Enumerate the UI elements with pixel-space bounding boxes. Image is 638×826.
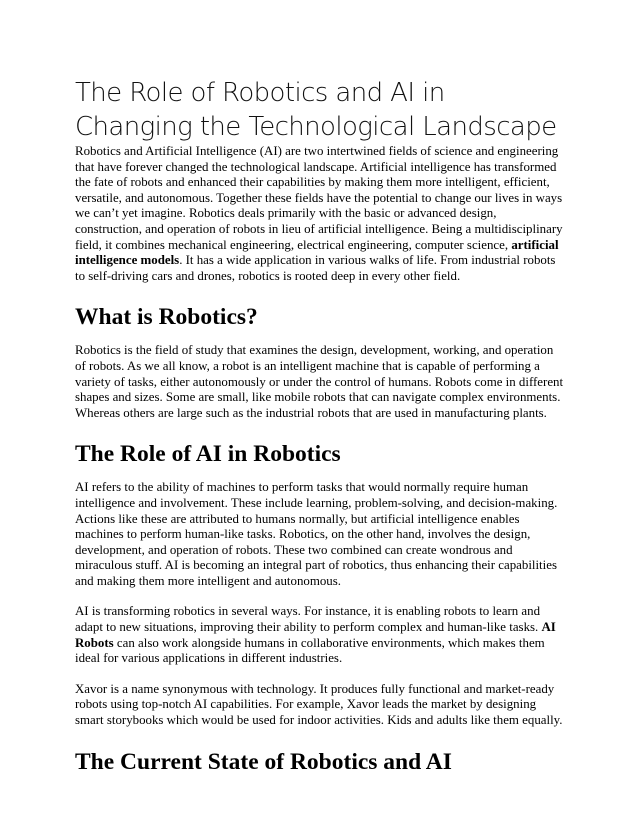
ai-robotics-paragraph-2	[75, 604, 565, 666]
intro-text-part2: . It has a wide application in various walks of life. From industrial robots to self-driving cars and drones, robotics is rooted deep in every other field.	[75, 253, 556, 283]
intro-text-part1: Robotics and Artificial Intelligence (AI) are two intertwined fields of science and engineering that have forever changed the technological landscape. Artificial intelligence has transformed the fate of robots and enhanced their capabilities by making them more intelligent, efficient, versatile, and autonomous. Together these fields have the potential to change our lives in ways we can’t yet imagine. Robotics deals primarily with the basic or advanced design, construction, and operation of robots in lieu of artificial intelligence. Being a multidisciplinary field, it combines mechanical engineering, electrical engineering, computer science,	[75, 144, 563, 252]
artificial-intelligence-models-link[interactable]: artificial intelligence models	[75, 237, 559, 268]
paragraph-2-text-part1: AI is transforming robotics in several ways. For instance, it is enabling robots to learn and adapt to new situations, improving their ability to perform complex and human-like tasks.	[75, 604, 542, 635]
robotics-paragraph: Robotics is the field of study that examines the design, development, working, and operation of robots. As we all know, a robot is an intelligent machine that is capable of performing a variety of tasks, either autonomously or under the control of humans. Robots come in different shapes and sizes. Some are small, like mobile robots that can navigate complex environments. Whereas others are large such as the industrial robots that are used in manufacturing plants.	[75, 343, 564, 420]
ai-robotics-paragraph-1: AI refers to the ability of machines to perform tasks that would normally require human intelligence and involvement. These include learning, problem-solving, and decision-making. Actions like these are attributed to humans normally, but artificial intelligence enables machines to perform human-like tasks. Robotics, on the other hand, involves the design, development, and operation of robots. These two combined can create wondrous and miraculous stuff. AI is becoming an integral part of robotics, thus enhancing their capabilities and making them more intelligent and autonomous.	[75, 480, 558, 588]
ai-robots-link[interactable]: AI Robots	[75, 620, 556, 650]
heading-current-state: The Current State of Robotics and AI	[75, 748, 452, 775]
intro-paragraph	[75, 144, 565, 284]
heading-what-is-robotics: What is Robotics?	[75, 304, 258, 331]
xavor-paragraph: Xavor is a name synonymous with technology. It produces fully functional and market-ready robots using top-notch AI capabilities. For example, Xavor leads the market by designing smart storybooks which would be used for indoor activities. Kids and adults like them equally.	[75, 681, 563, 728]
document-page	[75, 76, 565, 776]
heading-role-of-ai: The Role of AI in Robotics	[75, 441, 341, 468]
document-title: The Role of Robotics and AI in Changing the Technological Landscape	[75, 78, 557, 142]
paragraph-2-text-part2: can also work alongside humans in collaborative environments, which makes them ideal for various applications in different industries.	[75, 635, 545, 666]
